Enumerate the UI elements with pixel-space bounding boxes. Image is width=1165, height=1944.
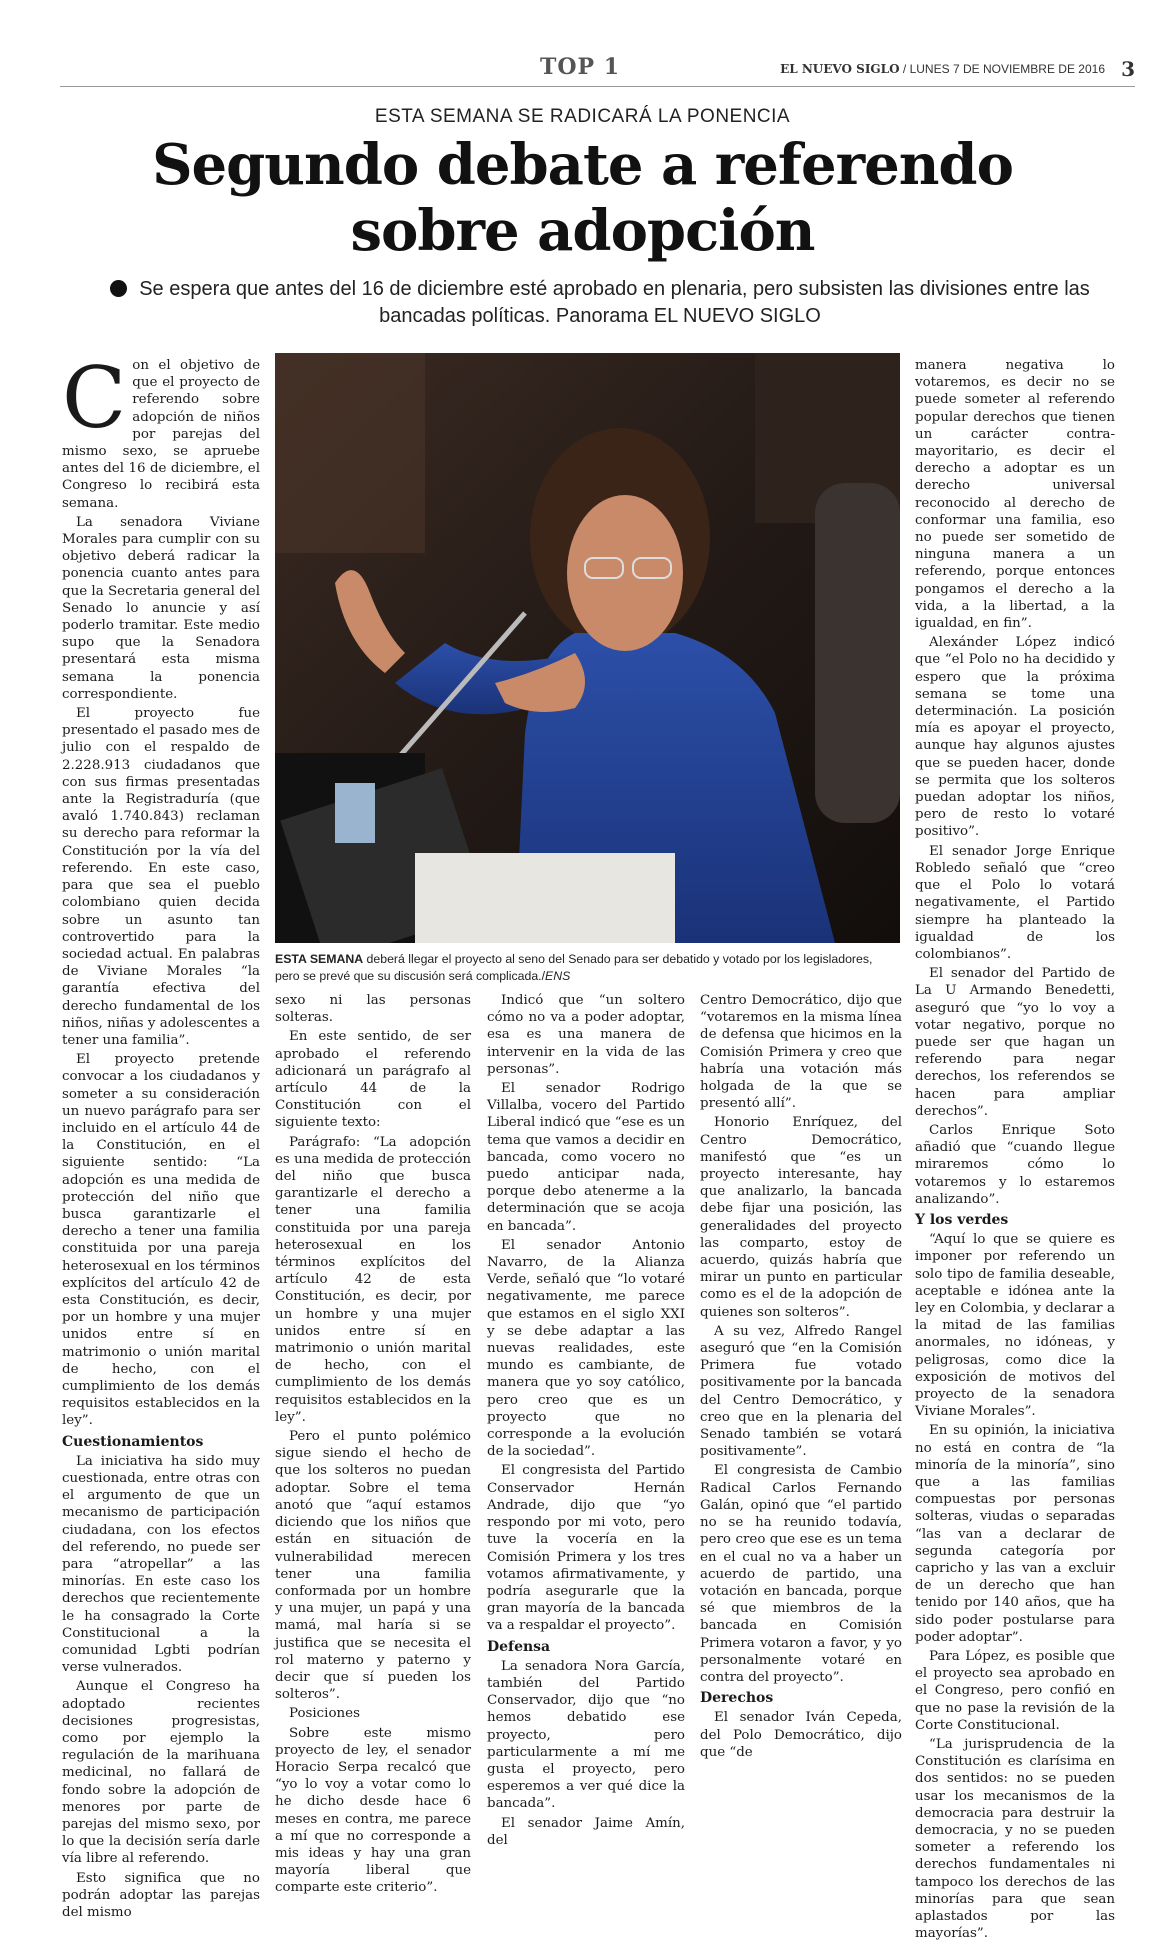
subheading: Derechos: [700, 1690, 774, 1707]
article-column-4: [700, 992, 902, 1763]
article-column-3: [487, 992, 685, 1851]
paragraph: El congresista de Cambio Radical Carlos Fernando Galán, opinó que “el partido no se ha reunido todavía, pero creo que ese es un tema en el cual no va a haber un acuerdo de partido, una votación en bancada, porque sé que miembros de la bancada en Comisión Primera votaron a favor, y yo personalmente votaré en contra del proyecto”.: [700, 1463, 902, 1685]
paragraph: Posiciones: [289, 1706, 360, 1722]
paragraph: Indicó que “un soltero cómo no va a poder adoptar, esa es una manera de intervenir en la vida de las personas”.: [487, 993, 685, 1077]
bullet-icon: [110, 280, 127, 297]
paragraph: sexo ni las personas solteras.: [275, 993, 471, 1026]
paragraph: La senadora Viviane Morales para cumplir con su objetivo deberá radicar la ponencia cuanto antes para que la Secretaria general del Senado lo anuncie y así poderlo tramitar. Este medio supo que la Senadora presentará esta misma semana la ponencia correspondiente.: [62, 514, 260, 702]
photo-caption: [275, 951, 900, 985]
headline-line-2: sobre adopción: [350, 198, 815, 264]
subheading: Defensa: [487, 1638, 551, 1655]
paragraph: En su opinión, la iniciativa no está en contra de “la minoría de la minoría”, sino que a las familias compuestas por personas solteras, viudas o separadas “las van a declarar de segunda categoría por capricho y las van a excluir de un derecho que han tenido por 140 años, que ha sido poder postularse para poder adoptar”.: [915, 1423, 1115, 1645]
caption-text: deberá llegar el proyecto al seno del Senado para ser debatido y votado por los legisladores, pero se prevé que su discusión será complicada./: [275, 952, 873, 983]
paragraph: El congresista del Partido Conservador Hernán Andrade, dijo que “yo respondo por mi voto, pero tuve la vocería en la Comisión Primera y los tres votamos afirmativamente, y podría asegurarle que la gran mayoría de la bancada va a respaldar el proyecto”.: [487, 1463, 685, 1634]
paragraph: Centro Democrático, dijo que “votaremos en la misma línea de defensa que hicimos en la Comisión Primera y creo que habría una votación más holgada de la que se presentó allí”.: [700, 993, 902, 1112]
paragraph: “Aquí lo que se quiere es imponer por referendo un solo tipo de familia deseable, aceptable e idónea ante la ley en Colombia, y declarar a la mitad de las familias anormales, no idóneas, y peligrosas, como dice la exposición de motivos del proyecto de la senadora Viviane Morales”.: [915, 1232, 1115, 1420]
article-subhead: [90, 276, 1110, 330]
subheading: Y los verdes: [915, 1211, 1009, 1228]
paragraph: El senador del Partido de La U Armando Benedetti, aseguró que “yo lo voy a votar negativo, porque no puede ser que hagan un referendo para negar derechos, los referendos se hacen para ampliar derechos”.: [915, 966, 1115, 1119]
paragraph: manera negativa lo votaremos, es decir no se puede someter al referendo popular derechos que tienen un carácter contra-mayoritario, es decir el derecho a adoptar es un derecho universal reconocido al derecho de conformar una familia, eso no puede ser sometido de ninguna manera a un referendo, porque entonces pongamos el derecho a la vida, a la libertad, a la igualdad, en fin”.: [915, 358, 1115, 632]
issue-date: / LUNES 7 DE NOVIEMBRE DE 2016: [902, 62, 1105, 76]
section-label: TOP 1: [539, 54, 621, 80]
paragraph: El senador Jaime Amín, del: [487, 1815, 685, 1848]
paragraph: Alexánder López indicó que “el Polo no ha decidido y espero que la próxima semana se tome una determinación. La posición mía es apoyar el proyecto, aunque hay algunos ajustes que se pueden hacer, donde se permita que los solteros puedan adoptar los niños, pero de resto lo votaré positivo”.: [915, 635, 1115, 840]
paragraph: Pero el punto polémico sigue siendo el hecho de que los solteros no puedan adoptar. Sobre el tema anotó que “aquí estamos diciendo que los niños que están en situación de vulnerabilidad merecen tener una familia conformada por un hombre y una mujer, un papá y una mamá, mal haría si se justifica que se necesita el rol materno y paterno y decir que sí pueden los solteros”.: [275, 1429, 471, 1703]
paragraph: El senador Iván Cepeda, del Polo Democrático, dijo que “de: [700, 1710, 902, 1760]
paragraph: La iniciativa ha sido muy cuestionada, entre otras con el argumento de que un mecanismo de participación ciudadana, con los efectos del referendo, no puede ser para “atropellar” a las minorías. En este caso los derechos que recientemente le ha consagrado la Corte Constitucional a la comunidad Lgbti podrían verse vulnerados.: [62, 1453, 260, 1676]
photo-illustration: [275, 353, 900, 943]
paragraph: La senadora Nora García, también del Partido Conservador, dijo que “no hemos debatido ese proyecto, pero particularmente a mí me gusta el proyecto, pero esperemos a ver qué dice la bancada”.: [487, 1658, 685, 1812]
paragraph: A su vez, Alfredo Rangel aseguró que “en la Comisión Primera fue votado positivamente por la bancada del Centro Democrático, y creo que en la plenaria del Senado también se votará positivamente”.: [700, 1323, 902, 1460]
header-divider: [60, 86, 1135, 87]
paragraph: Carlos Enrique Soto añadió que “cuando llegue miraremos cómo lo votaremos y lo estaremos analizando”.: [915, 1122, 1115, 1207]
paragraph: Honorio Enríquez, del Centro Democrático, manifestó que “es un proyecto interesante, hay que analizarlo, la bancada debe fijar una posición, las generalidades del proyecto las comparto, estoy de acuerdo, quizás habría que mirar un punto en particular como es el de la adopción de quienes son solteros”.: [700, 1115, 902, 1320]
headline-line-1: Segundo debate a referendo: [152, 132, 1013, 198]
article-column-2: [275, 992, 471, 1899]
subheading: Cuestionamientos: [62, 1433, 204, 1450]
drop-cap: C: [62, 349, 127, 447]
paragraph: El proyecto fue presentado el pasado mes de julio con el respaldo de 2.228.913 ciudadanos que con sus firmas presentadas ante la Registraduría (que avaló 1.740.843) reclaman su derecho para reformar la Constitución por la vía del referendo. En este caso, para que sea el pueblo colombiano quien decida sobre un asunto tan controvertido para la sociedad actual. En palabras de Viviane Morales “la garantía efectiva del derecho fundamental de los niños, niñas y adolescentes a tener una familia”.: [62, 706, 260, 1048]
article-column-1: [62, 349, 260, 1923]
caption-lead: ESTA SEMANA: [275, 952, 364, 966]
paragraph: El proyecto pretende convocar a los ciudadanos y someter a su consideración un nuevo parágrafo para ser incluido en el artículo 44 de la Constitución, en el siguiente sentido: “La adopción es una medida de protección del niño que busca garantizarle el derecho a tener una familia constituida por una pareja heterosexual en los términos explícitos del artículo 42 de esta Constitución, es decir, por un hombre y una mujer unidos entre sí en matrimonio o unión marital de hecho, con el cumplimiento de los demás requisitos establecidos en la ley”.: [62, 1052, 260, 1429]
paragraph: [62, 349, 260, 512]
paragraph: El senador Rodrigo Villalba, vocero del Partido Liberal indicó que “ese es un tema que vamos a decidir en bancada, como vocero no puedo anticipar nada, porque debo atenerme a la determinación que se acoja en bancada”.: [487, 1081, 685, 1234]
paragraph: El senador Jorge Enrique Robledo señaló que “creo que el Polo lo votará negativamente, el Partido siempre ha planteado la igualdad de los colombianos”.: [915, 843, 1115, 962]
subhead-text: Se espera que antes del 16 de diciembre esté aprobado en plenaria, pero subsisten las divisiones entre las bancadas políticas. Panorama EL NUEVO SIGLO: [139, 278, 1090, 327]
caption-credit: ENS: [545, 969, 571, 983]
article-photo: [275, 353, 900, 943]
article-headline: [60, 132, 1105, 264]
article-column-5: [915, 357, 1115, 1944]
paragraph: En este sentido, de ser aprobado el referendo adicionará un parágrafo al artículo 44 de la Constitución con el siguiente texto:: [275, 1029, 471, 1131]
paragraph: Para López, es posible que el proyecto sea aprobado en el Congreso, pero confió en que no pase la revisión de la Corte Constitucional.: [915, 1649, 1115, 1733]
page-number: 3: [1121, 57, 1135, 81]
article-kicker: ESTA SEMANA SE RADICARÁ LA PONENCIA: [374, 106, 791, 127]
paragraph: Parágrafo: “La adopción es una medida de protección del niño que busca garantizarle el derecho a tener una familia constituida por una pareja heterosexual en los términos explícitos del artículo 42 de esta Constitución, es decir, por un hombre y una mujer unidos entre sí en matrimonio o unión marital de hecho, con el cumplimiento de los demás requisitos establecidos en la ley”.: [275, 1134, 471, 1425]
paragraph: Aunque el Congreso ha adoptado recientes decisiones progresistas, como por ejemplo la regulación de la marihuana medicinal, no fallará de fondo sobre la adopción de menores por parte de parejas del mismo sexo, por lo que la decisión sería darle vía libre al referendo.: [62, 1679, 260, 1867]
paragraph: “La jurisprudencia de la Constitución es clarísima en dos sentidos: no se pueden usar los mecanismos de la democracia para destruir la democracia, y no se pueden someter a referendo los derechos fundamentales ni tampoco los derechos de las minorías para que sean aplastados por las mayorías”.: [915, 1737, 1115, 1942]
paragraph: Esto significa que no podrán adoptar las parejas del mismo: [62, 1870, 260, 1921]
masthead-dateline: [780, 62, 1105, 76]
paragraph-text: on el objetivo de que el proyecto de referendo sobre adopción de niños por parejas del mismo sexo, se apruebe antes del 16 de diciembre, el Congreso lo recibirá esta semana.: [62, 358, 260, 511]
publication-name: EL NUEVO SIGLO: [780, 62, 900, 76]
paragraph: El senador Antonio Navarro, de la Alianza Verde, señaló que “lo votaré negativamente, me parece que estamos en el siglo XXI y se debe adaptar a las nuevas realidades, este mundo es cambiante, de manera que yo soy católico, pero creo que es un proyecto que no corresponde a la evolución de la sociedad”.: [487, 1237, 685, 1460]
paragraph: Sobre este mismo proyecto de ley, el senador Horacio Serpa recalcó que “yo lo voy a votar como lo he dicho desde hace 6 meses en contra, me parece a mí que no corresponde a mis ideas y hay una gran mayoría liberal que comparte este criterio”.: [275, 1725, 471, 1896]
